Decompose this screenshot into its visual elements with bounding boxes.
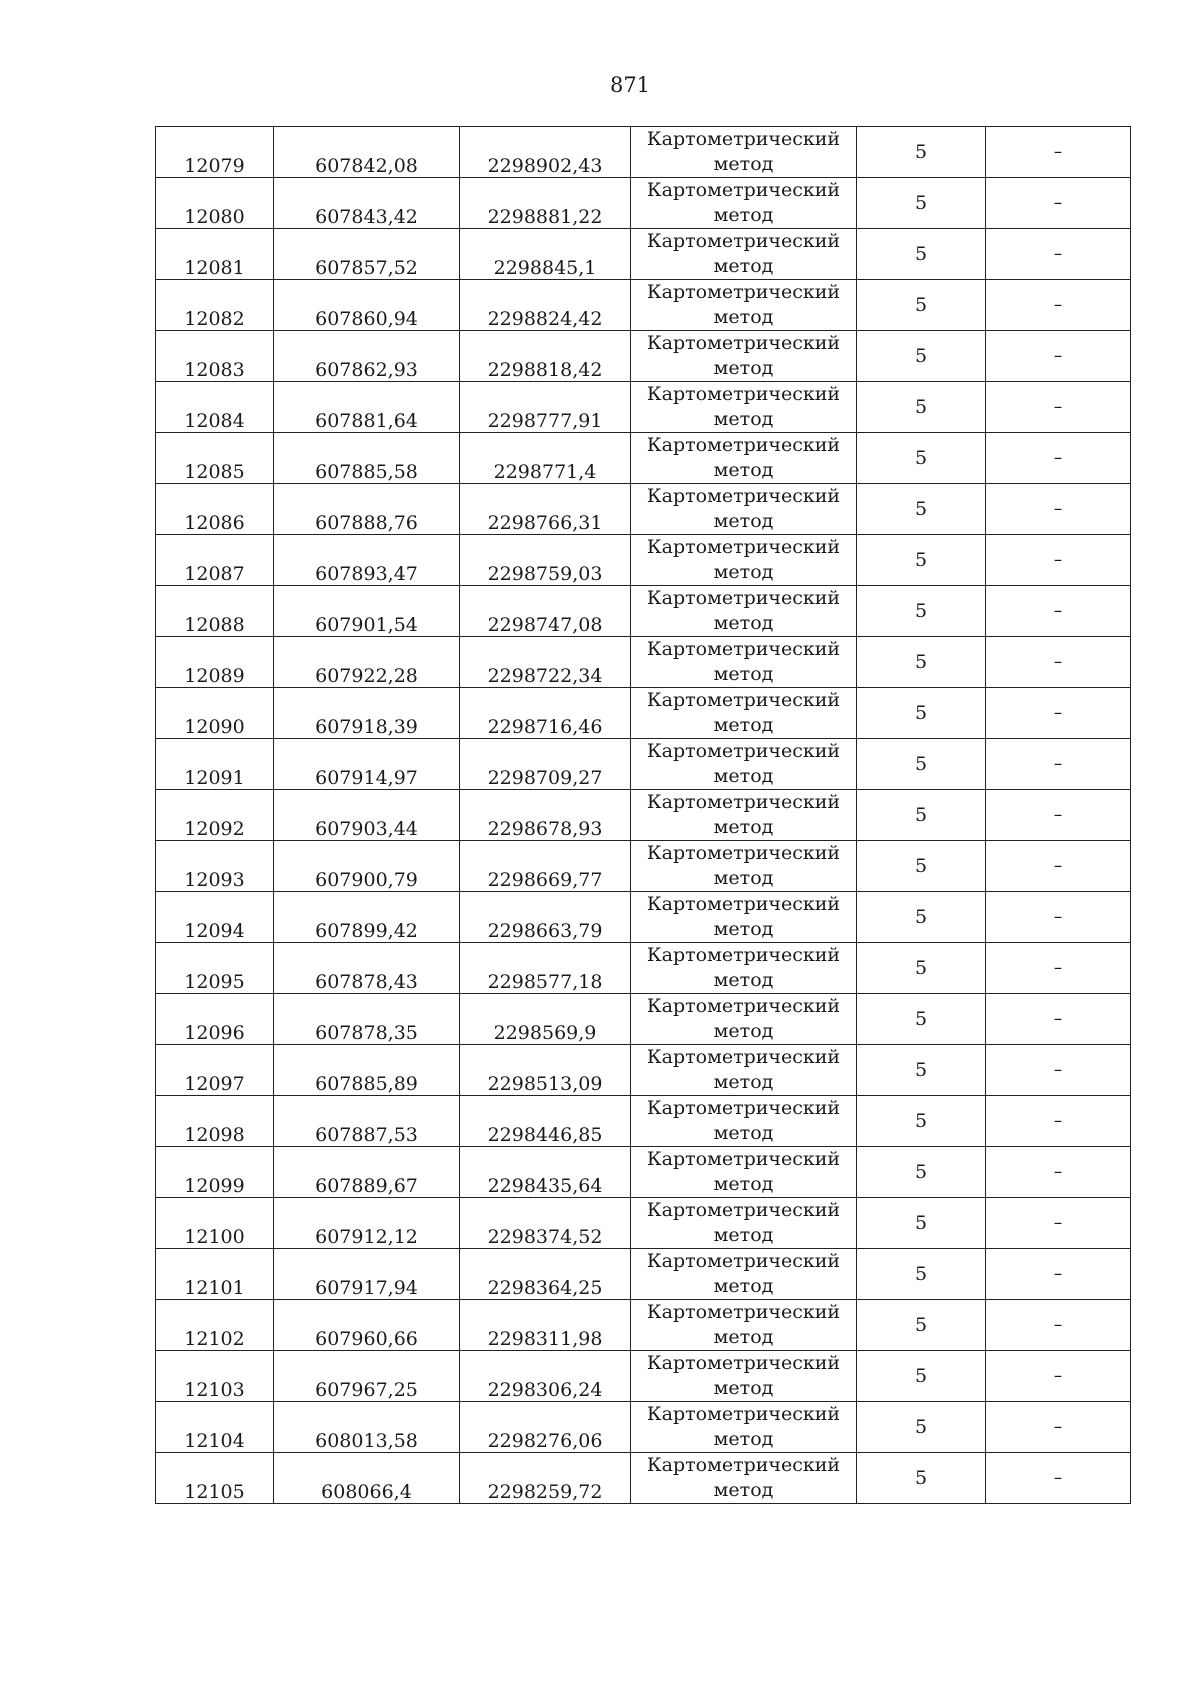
accuracy-cell: 5 — [857, 1096, 986, 1147]
method-label-line2: метод — [713, 306, 774, 328]
point-number-cell: 12091 — [156, 739, 274, 790]
note-cell: – — [986, 1147, 1131, 1198]
y-coordinate-cell: 2298669,77 — [460, 841, 631, 892]
y-coordinate-cell: 2298513,09 — [460, 1045, 631, 1096]
y-coordinate-cell: 2298716,46 — [460, 688, 631, 739]
table-row — [156, 586, 1131, 637]
table-row — [156, 790, 1131, 841]
method-label-line2: метод — [713, 1275, 774, 1297]
x-coordinate-cell: 607878,35 — [274, 994, 460, 1045]
method-label-line2: метод — [713, 408, 774, 430]
table-row — [156, 1045, 1131, 1096]
point-number-cell: 12096 — [156, 994, 274, 1045]
accuracy-cell: 5 — [857, 1045, 986, 1096]
method-cell — [631, 127, 857, 178]
method-label-line2: метод — [713, 918, 774, 940]
method-cell — [631, 178, 857, 229]
point-number-cell: 12093 — [156, 841, 274, 892]
method-label-line2: метод — [713, 1479, 774, 1501]
accuracy-cell: 5 — [857, 1453, 986, 1504]
accuracy-cell: 5 — [857, 739, 986, 790]
method-label-line1: Картометрический — [646, 128, 841, 150]
point-number-cell: 12081 — [156, 229, 274, 280]
point-number-cell: 12080 — [156, 178, 274, 229]
y-coordinate-cell: 2298747,08 — [460, 586, 631, 637]
method-cell — [631, 943, 857, 994]
table-row — [156, 1096, 1131, 1147]
method-label-line1: Картометрический — [646, 179, 841, 201]
note-cell: – — [986, 790, 1131, 841]
accuracy-cell: 5 — [857, 586, 986, 637]
method-cell — [631, 280, 857, 331]
note-cell: – — [986, 1351, 1131, 1402]
point-number-cell: 12085 — [156, 433, 274, 484]
method-cell — [631, 229, 857, 280]
method-cell — [631, 1249, 857, 1300]
table-row — [156, 1453, 1131, 1504]
accuracy-cell: 5 — [857, 280, 986, 331]
y-coordinate-cell: 2298818,42 — [460, 331, 631, 382]
y-coordinate-cell: 2298709,27 — [460, 739, 631, 790]
accuracy-cell: 5 — [857, 484, 986, 535]
method-cell — [631, 382, 857, 433]
coordinates-table — [155, 126, 1131, 1504]
method-label-line1: Картометрический — [646, 1046, 841, 1068]
page-number: 871 — [609, 73, 651, 97]
point-number-cell: 12083 — [156, 331, 274, 382]
method-cell — [631, 1453, 857, 1504]
note-cell: – — [986, 280, 1131, 331]
y-coordinate-cell: 2298259,72 — [460, 1453, 631, 1504]
x-coordinate-cell: 607888,76 — [274, 484, 460, 535]
table-row — [156, 382, 1131, 433]
note-cell: – — [986, 739, 1131, 790]
x-coordinate-cell: 607889,67 — [274, 1147, 460, 1198]
table-row — [156, 1351, 1131, 1402]
method-label-line1: Картометрический — [646, 230, 841, 252]
method-label-line2: метод — [713, 1224, 774, 1246]
method-label-line2: метод — [713, 867, 774, 889]
point-number-cell: 12102 — [156, 1300, 274, 1351]
method-label-line2: метод — [713, 816, 774, 838]
point-number-cell: 12088 — [156, 586, 274, 637]
method-cell — [631, 1402, 857, 1453]
method-cell — [631, 484, 857, 535]
method-label-line1: Картометрический — [646, 587, 841, 609]
x-coordinate-cell: 607893,47 — [274, 535, 460, 586]
point-number-cell: 12101 — [156, 1249, 274, 1300]
table-row — [156, 943, 1131, 994]
point-number-cell: 12100 — [156, 1198, 274, 1249]
note-cell: – — [986, 1453, 1131, 1504]
x-coordinate-cell: 607860,94 — [274, 280, 460, 331]
note-cell: – — [986, 1300, 1131, 1351]
method-cell — [631, 1147, 857, 1198]
point-number-cell: 12095 — [156, 943, 274, 994]
y-coordinate-cell: 2298678,93 — [460, 790, 631, 841]
point-number-cell: 12089 — [156, 637, 274, 688]
method-label-line2: метод — [713, 153, 774, 175]
method-label-line1: Картометрический — [646, 740, 841, 762]
point-number-cell: 12086 — [156, 484, 274, 535]
table-row — [156, 1198, 1131, 1249]
table-row — [156, 1249, 1131, 1300]
table-row — [156, 331, 1131, 382]
table-row — [156, 841, 1131, 892]
table-row — [156, 433, 1131, 484]
note-cell: – — [986, 586, 1131, 637]
table-row — [156, 739, 1131, 790]
table-row — [156, 178, 1131, 229]
x-coordinate-cell: 607914,97 — [274, 739, 460, 790]
note-cell: – — [986, 127, 1131, 178]
table-row — [156, 892, 1131, 943]
method-label-line2: метод — [713, 1173, 774, 1195]
y-coordinate-cell: 2298766,31 — [460, 484, 631, 535]
note-cell: – — [986, 994, 1131, 1045]
method-label-line1: Картометрический — [646, 281, 841, 303]
method-cell — [631, 739, 857, 790]
method-label-line1: Картометрический — [646, 1250, 841, 1272]
table-body — [156, 127, 1131, 1504]
note-cell: – — [986, 1045, 1131, 1096]
method-cell — [631, 688, 857, 739]
x-coordinate-cell: 607887,53 — [274, 1096, 460, 1147]
x-coordinate-cell: 607960,66 — [274, 1300, 460, 1351]
x-coordinate-cell: 607881,64 — [274, 382, 460, 433]
x-coordinate-cell: 607885,58 — [274, 433, 460, 484]
note-cell: – — [986, 892, 1131, 943]
method-label-line2: метод — [713, 1020, 774, 1042]
accuracy-cell: 5 — [857, 1402, 986, 1453]
note-cell: – — [986, 178, 1131, 229]
method-cell — [631, 892, 857, 943]
method-label-line2: метод — [713, 510, 774, 532]
method-cell — [631, 790, 857, 841]
y-coordinate-cell: 2298777,91 — [460, 382, 631, 433]
method-cell — [631, 433, 857, 484]
point-number-cell: 12092 — [156, 790, 274, 841]
table-row — [156, 1402, 1131, 1453]
accuracy-cell: 5 — [857, 841, 986, 892]
x-coordinate-cell: 607922,28 — [274, 637, 460, 688]
accuracy-cell: 5 — [857, 892, 986, 943]
x-coordinate-cell: 607912,12 — [274, 1198, 460, 1249]
accuracy-cell: 5 — [857, 433, 986, 484]
method-label-line2: метод — [713, 663, 774, 685]
method-cell — [631, 1300, 857, 1351]
y-coordinate-cell: 2298771,4 — [460, 433, 631, 484]
method-label-line2: метод — [713, 969, 774, 991]
method-label-line1: Картометрический — [646, 1199, 841, 1221]
x-coordinate-cell: 608013,58 — [274, 1402, 460, 1453]
method-cell — [631, 1351, 857, 1402]
table-row — [156, 637, 1131, 688]
note-cell: – — [986, 688, 1131, 739]
y-coordinate-cell: 2298824,42 — [460, 280, 631, 331]
x-coordinate-cell: 607842,08 — [274, 127, 460, 178]
accuracy-cell: 5 — [857, 637, 986, 688]
method-label-line1: Картометрический — [646, 944, 841, 966]
method-label-line2: метод — [713, 1428, 774, 1450]
y-coordinate-cell: 2298663,79 — [460, 892, 631, 943]
method-cell — [631, 841, 857, 892]
method-label-line2: метод — [713, 459, 774, 481]
method-cell — [631, 535, 857, 586]
note-cell: – — [986, 1096, 1131, 1147]
table-row — [156, 688, 1131, 739]
x-coordinate-cell: 607862,93 — [274, 331, 460, 382]
method-label-line1: Картометрический — [646, 1097, 841, 1119]
x-coordinate-cell: 607885,89 — [274, 1045, 460, 1096]
table-row — [156, 484, 1131, 535]
method-label-line1: Картометрический — [646, 791, 841, 813]
note-cell: – — [986, 1249, 1131, 1300]
accuracy-cell: 5 — [857, 382, 986, 433]
method-cell — [631, 637, 857, 688]
accuracy-cell: 5 — [857, 331, 986, 382]
y-coordinate-cell: 2298435,64 — [460, 1147, 631, 1198]
y-coordinate-cell: 2298364,25 — [460, 1249, 631, 1300]
method-label-line1: Картометрический — [646, 638, 841, 660]
accuracy-cell: 5 — [857, 1300, 986, 1351]
y-coordinate-cell: 2298845,1 — [460, 229, 631, 280]
accuracy-cell: 5 — [857, 1351, 986, 1402]
method-label-line2: метод — [713, 1326, 774, 1348]
method-label-line1: Картометрический — [646, 842, 841, 864]
x-coordinate-cell: 607899,42 — [274, 892, 460, 943]
method-cell — [631, 1045, 857, 1096]
note-cell: – — [986, 637, 1131, 688]
table-row — [156, 1147, 1131, 1198]
method-label-line1: Картометрический — [646, 485, 841, 507]
accuracy-cell: 5 — [857, 229, 986, 280]
method-label-line1: Картометрический — [646, 1301, 841, 1323]
method-label-line1: Картометрический — [646, 689, 841, 711]
x-coordinate-cell: 608066,4 — [274, 1453, 460, 1504]
point-number-cell: 12090 — [156, 688, 274, 739]
x-coordinate-cell: 607843,42 — [274, 178, 460, 229]
accuracy-cell: 5 — [857, 943, 986, 994]
method-cell — [631, 1096, 857, 1147]
point-number-cell: 12105 — [156, 1453, 274, 1504]
y-coordinate-cell: 2298881,22 — [460, 178, 631, 229]
note-cell: – — [986, 841, 1131, 892]
point-number-cell: 12087 — [156, 535, 274, 586]
y-coordinate-cell: 2298577,18 — [460, 943, 631, 994]
method-label-line1: Картометрический — [646, 383, 841, 405]
method-label-line1: Картометрический — [646, 1352, 841, 1374]
method-label-line2: метод — [713, 612, 774, 634]
point-number-cell: 12084 — [156, 382, 274, 433]
y-coordinate-cell: 2298276,06 — [460, 1402, 631, 1453]
method-label-line1: Картометрический — [646, 1148, 841, 1170]
point-number-cell: 12103 — [156, 1351, 274, 1402]
method-label-line2: метод — [713, 1377, 774, 1399]
method-label-line2: метод — [713, 357, 774, 379]
method-label-line2: метод — [713, 714, 774, 736]
accuracy-cell: 5 — [857, 790, 986, 841]
method-label-line1: Картометрический — [646, 995, 841, 1017]
x-coordinate-cell: 607900,79 — [274, 841, 460, 892]
accuracy-cell: 5 — [857, 178, 986, 229]
accuracy-cell: 5 — [857, 127, 986, 178]
accuracy-cell: 5 — [857, 688, 986, 739]
method-label-line1: Картометрический — [646, 434, 841, 456]
accuracy-cell: 5 — [857, 1249, 986, 1300]
x-coordinate-cell: 607917,94 — [274, 1249, 460, 1300]
note-cell: – — [986, 943, 1131, 994]
y-coordinate-cell: 2298759,03 — [460, 535, 631, 586]
note-cell: – — [986, 433, 1131, 484]
method-label-line1: Картометрический — [646, 332, 841, 354]
point-number-cell: 12097 — [156, 1045, 274, 1096]
point-number-cell: 12098 — [156, 1096, 274, 1147]
note-cell: – — [986, 1402, 1131, 1453]
table-row — [156, 127, 1131, 178]
x-coordinate-cell: 607918,39 — [274, 688, 460, 739]
table-row — [156, 280, 1131, 331]
point-number-cell: 12104 — [156, 1402, 274, 1453]
method-label-line1: Картометрический — [646, 536, 841, 558]
accuracy-cell: 5 — [857, 535, 986, 586]
note-cell: – — [986, 1198, 1131, 1249]
y-coordinate-cell: 2298446,85 — [460, 1096, 631, 1147]
table-row — [156, 229, 1131, 280]
note-cell: – — [986, 382, 1131, 433]
y-coordinate-cell: 2298311,98 — [460, 1300, 631, 1351]
table-row — [156, 535, 1131, 586]
y-coordinate-cell: 2298902,43 — [460, 127, 631, 178]
accuracy-cell: 5 — [857, 1198, 986, 1249]
point-number-cell: 12079 — [156, 127, 274, 178]
method-label-line2: метод — [713, 1071, 774, 1093]
method-cell — [631, 1198, 857, 1249]
note-cell: – — [986, 331, 1131, 382]
accuracy-cell: 5 — [857, 994, 986, 1045]
note-cell: – — [986, 535, 1131, 586]
note-cell: – — [986, 229, 1131, 280]
x-coordinate-cell: 607878,43 — [274, 943, 460, 994]
x-coordinate-cell: 607857,52 — [274, 229, 460, 280]
method-label-line2: метод — [713, 1122, 774, 1144]
method-label-line2: метод — [713, 204, 774, 226]
point-number-cell: 12094 — [156, 892, 274, 943]
note-cell: – — [986, 484, 1131, 535]
point-number-cell: 12099 — [156, 1147, 274, 1198]
x-coordinate-cell: 607967,25 — [274, 1351, 460, 1402]
y-coordinate-cell: 2298569,9 — [460, 994, 631, 1045]
method-cell — [631, 586, 857, 637]
table-row — [156, 1300, 1131, 1351]
method-label-line1: Картометрический — [646, 893, 841, 915]
method-cell — [631, 994, 857, 1045]
table-row — [156, 994, 1131, 1045]
method-label-line2: метод — [713, 561, 774, 583]
y-coordinate-cell: 2298374,52 — [460, 1198, 631, 1249]
x-coordinate-cell: 607903,44 — [274, 790, 460, 841]
method-label-line2: метод — [713, 765, 774, 787]
y-coordinate-cell: 2298722,34 — [460, 637, 631, 688]
x-coordinate-cell: 607901,54 — [274, 586, 460, 637]
method-label-line1: Картометрический — [646, 1454, 841, 1476]
point-number-cell: 12082 — [156, 280, 274, 331]
method-label-line2: метод — [713, 255, 774, 277]
y-coordinate-cell: 2298306,24 — [460, 1351, 631, 1402]
method-label-line1: Картометрический — [646, 1403, 841, 1425]
accuracy-cell: 5 — [857, 1147, 986, 1198]
method-cell — [631, 331, 857, 382]
